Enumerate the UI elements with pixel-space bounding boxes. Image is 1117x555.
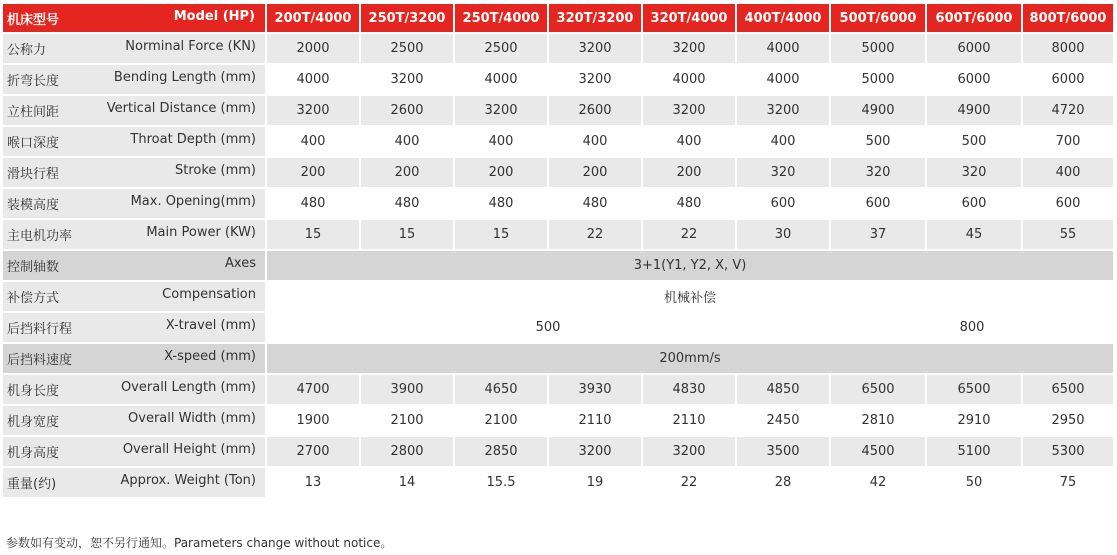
table-cell: 200 xyxy=(549,158,643,189)
table-cell: 4850 xyxy=(737,375,831,406)
header-label-cell xyxy=(3,4,267,34)
table-cell: 400 xyxy=(737,127,831,158)
row-label-cn: 机身宽度 xyxy=(7,415,60,430)
table-cell: 28 xyxy=(737,468,831,499)
table-cell: 15 xyxy=(455,220,549,251)
row-label xyxy=(3,437,267,468)
row-label xyxy=(3,158,267,189)
header-label-cn: 机床型号 xyxy=(7,12,60,28)
table-cell: 2100 xyxy=(455,406,549,437)
table-cell: 3200 xyxy=(267,96,361,127)
table-cell: 500 xyxy=(927,127,1023,158)
row-label xyxy=(3,127,267,158)
table-cell: 4000 xyxy=(737,34,831,65)
merged-cell: 机械补偿 xyxy=(267,282,1115,313)
table-cell: 37 xyxy=(831,220,927,251)
row-approx-weight xyxy=(3,468,1115,499)
row-label-cn: 机身长度 xyxy=(7,384,60,399)
table-cell: 42 xyxy=(831,468,927,499)
model-header: 320T/4000 xyxy=(643,4,737,34)
row-label-en: Bending Length (mm) xyxy=(113,70,256,85)
row-label-en: Vertical Distance (mm) xyxy=(106,101,256,116)
row-label xyxy=(3,65,267,96)
table-cell: 480 xyxy=(549,189,643,220)
row-label-cn: 后挡料行程 xyxy=(7,322,73,337)
row-label xyxy=(3,375,267,406)
table-cell: 2500 xyxy=(361,34,455,65)
table-cell: 320 xyxy=(737,158,831,189)
specification-table xyxy=(3,4,1115,499)
row-overall-width xyxy=(3,406,1115,437)
row-label-cn: 机身高度 xyxy=(7,446,60,461)
table-cell: 480 xyxy=(361,189,455,220)
row-label xyxy=(3,468,267,499)
row-label-en: Stroke (mm) xyxy=(174,163,256,178)
table-cell: 4900 xyxy=(927,96,1023,127)
table-cell: 8000 xyxy=(1023,34,1115,65)
table-cell: 4900 xyxy=(831,96,927,127)
row-label-en: Main Power (KW) xyxy=(146,225,256,240)
row-label-en: Overall Width (mm) xyxy=(128,411,256,426)
table-cell: 22 xyxy=(549,220,643,251)
row-label-cn: 滑块行程 xyxy=(7,167,60,182)
table-cell: 3200 xyxy=(361,65,455,96)
table-cell: 4830 xyxy=(643,375,737,406)
table-cell: 2700 xyxy=(267,437,361,468)
model-header: 600T/6000 xyxy=(927,4,1023,34)
table-cell: 3200 xyxy=(549,34,643,65)
row-label-en: Axes xyxy=(225,256,256,271)
model-header: 250T/4000 xyxy=(455,4,549,34)
row-label-en: Throat Depth (mm) xyxy=(130,132,256,147)
table-cell: 400 xyxy=(1023,158,1115,189)
merged-cell: 3+1(Y1, Y2, X, V) xyxy=(267,251,1115,282)
table-cell: 4000 xyxy=(643,65,737,96)
table-cell: 4650 xyxy=(455,375,549,406)
table-cell: 45 xyxy=(927,220,1023,251)
table-cell: 4000 xyxy=(737,65,831,96)
table-cell: 22 xyxy=(643,468,737,499)
table-cell: 2910 xyxy=(927,406,1023,437)
row-label xyxy=(3,189,267,220)
table-cell: 480 xyxy=(267,189,361,220)
row-axes xyxy=(3,251,1115,282)
table-cell: 2600 xyxy=(361,96,455,127)
row-label-en: Max. Opening(mm) xyxy=(130,194,256,209)
table-cell: 3900 xyxy=(361,375,455,406)
table-cell: 13 xyxy=(267,468,361,499)
table-cell: 1900 xyxy=(267,406,361,437)
row-label-cn: 补偿方式 xyxy=(7,291,60,306)
header-label-en: Model (HP) xyxy=(173,8,255,24)
row-label-cn: 重量(约) xyxy=(7,477,57,492)
row-x-travel xyxy=(3,313,1115,344)
row-label-en: Overall Length (mm) xyxy=(120,380,256,395)
row-label-cn: 折弯长度 xyxy=(7,74,60,89)
row-bending-length xyxy=(3,65,1115,96)
table-cell: 4700 xyxy=(267,375,361,406)
row-label-cn: 控制轴数 xyxy=(7,260,60,275)
table-cell: 200 xyxy=(643,158,737,189)
row-label xyxy=(3,220,267,251)
table-cell: 3200 xyxy=(455,96,549,127)
table-cell: 480 xyxy=(455,189,549,220)
table-cell: 6500 xyxy=(831,375,927,406)
table-cell: 200 xyxy=(267,158,361,189)
table-cell: 320 xyxy=(831,158,927,189)
row-label-en: Compensation xyxy=(162,287,256,302)
row-throat-depth xyxy=(3,127,1115,158)
table-cell: 3500 xyxy=(737,437,831,468)
row-label-cn: 主电机功率 xyxy=(7,229,73,244)
table-cell: 4500 xyxy=(831,437,927,468)
model-header: 500T/6000 xyxy=(831,4,927,34)
table-cell: 2810 xyxy=(831,406,927,437)
table-cell: 75 xyxy=(1023,468,1115,499)
row-vertical-distance xyxy=(3,96,1115,127)
row-label xyxy=(3,406,267,437)
row-label-cn: 立柱间距 xyxy=(7,105,60,120)
table-cell: 3930 xyxy=(549,375,643,406)
table-cell: 3200 xyxy=(643,34,737,65)
table-cell: 400 xyxy=(549,127,643,158)
row-label-cn: 装模高度 xyxy=(7,198,60,213)
row-label-en: X-travel (mm) xyxy=(165,318,256,333)
table-cell: 2450 xyxy=(737,406,831,437)
table-cell: 5300 xyxy=(1023,437,1115,468)
row-compensation xyxy=(3,282,1115,313)
footnote: 参数如有变动，恕不另行通知。Parameters change without notice。 xyxy=(6,536,393,550)
table-cell: 14 xyxy=(361,468,455,499)
table-cell: 2110 xyxy=(643,406,737,437)
table-cell: 600 xyxy=(737,189,831,220)
table-cell: 400 xyxy=(361,127,455,158)
row-label-en: Overall Height (mm) xyxy=(122,442,256,457)
model-header: 320T/3200 xyxy=(549,4,643,34)
table-cell: 6500 xyxy=(927,375,1023,406)
row-label-en: Approx. Weight (Ton) xyxy=(120,473,256,488)
table-cell: 6500 xyxy=(1023,375,1115,406)
table-cell: 600 xyxy=(1023,189,1115,220)
table-cell: 4000 xyxy=(267,65,361,96)
table-cell: 200 xyxy=(361,158,455,189)
table-cell: 400 xyxy=(455,127,549,158)
table-cell: 400 xyxy=(267,127,361,158)
row-overall-length xyxy=(3,375,1115,406)
table-cell: 15 xyxy=(361,220,455,251)
model-header: 200T/4000 xyxy=(267,4,361,34)
table-cell: 3200 xyxy=(737,96,831,127)
row-overall-height xyxy=(3,437,1115,468)
model-header: 250T/3200 xyxy=(361,4,455,34)
row-x-speed xyxy=(3,344,1115,375)
row-label-en: Norminal Force (KN) xyxy=(125,39,256,54)
table-cell: 3200 xyxy=(549,65,643,96)
table-cell: 2500 xyxy=(455,34,549,65)
table-cell: 6000 xyxy=(927,34,1023,65)
merged-cell: 200mm/s xyxy=(267,344,1115,375)
table-cell: 3200 xyxy=(643,96,737,127)
table-cell: 200 xyxy=(455,158,549,189)
table-cell: 600 xyxy=(831,189,927,220)
table-cell: 22 xyxy=(643,220,737,251)
row-label xyxy=(3,34,267,65)
table-cell: 2950 xyxy=(1023,406,1115,437)
row-label xyxy=(3,96,267,127)
row-label xyxy=(3,282,267,313)
table-cell: 600 xyxy=(927,189,1023,220)
table-cell: 700 xyxy=(1023,127,1115,158)
row-label-cn: 公称力 xyxy=(7,43,47,58)
row-nominal-force xyxy=(3,34,1115,65)
table-cell: 2800 xyxy=(361,437,455,468)
table-cell: 6000 xyxy=(927,65,1023,96)
table-cell: 320 xyxy=(927,158,1023,189)
table-cell: 480 xyxy=(643,189,737,220)
row-main-power xyxy=(3,220,1115,251)
table-cell: 2600 xyxy=(549,96,643,127)
table-cell: 3200 xyxy=(643,437,737,468)
row-label-cn: 后挡料速度 xyxy=(7,353,73,368)
table-cell: 400 xyxy=(643,127,737,158)
table-cell: 6000 xyxy=(1023,65,1115,96)
table-header-row xyxy=(3,4,1115,34)
table-cell: 500 xyxy=(831,127,927,158)
row-label xyxy=(3,251,267,282)
table-cell: 5000 xyxy=(831,34,927,65)
model-header: 400T/4000 xyxy=(737,4,831,34)
table-cell: 15.5 xyxy=(455,468,549,499)
table-cell: 19 xyxy=(549,468,643,499)
row-label-cn: 喉口深度 xyxy=(7,136,60,151)
table-cell: 4000 xyxy=(455,65,549,96)
table-cell: 5100 xyxy=(927,437,1023,468)
table-cell: 4720 xyxy=(1023,96,1115,127)
table-cell: 2850 xyxy=(455,437,549,468)
table-cell: 3200 xyxy=(549,437,643,468)
table-cell: 2000 xyxy=(267,34,361,65)
row-stroke xyxy=(3,158,1115,189)
table-cell: 2110 xyxy=(549,406,643,437)
model-header: 800T/6000 xyxy=(1023,4,1115,34)
merged-cell: 500 xyxy=(267,313,831,344)
row-max-opening xyxy=(3,189,1115,220)
table-cell: 15 xyxy=(267,220,361,251)
row-label xyxy=(3,313,267,344)
table-cell: 5000 xyxy=(831,65,927,96)
table-cell: 2100 xyxy=(361,406,455,437)
table-cell: 50 xyxy=(927,468,1023,499)
merged-cell: 800 xyxy=(831,313,1115,344)
row-label xyxy=(3,344,267,375)
table-cell: 55 xyxy=(1023,220,1115,251)
table-cell: 30 xyxy=(737,220,831,251)
row-label-en: X-speed (mm) xyxy=(164,349,256,364)
